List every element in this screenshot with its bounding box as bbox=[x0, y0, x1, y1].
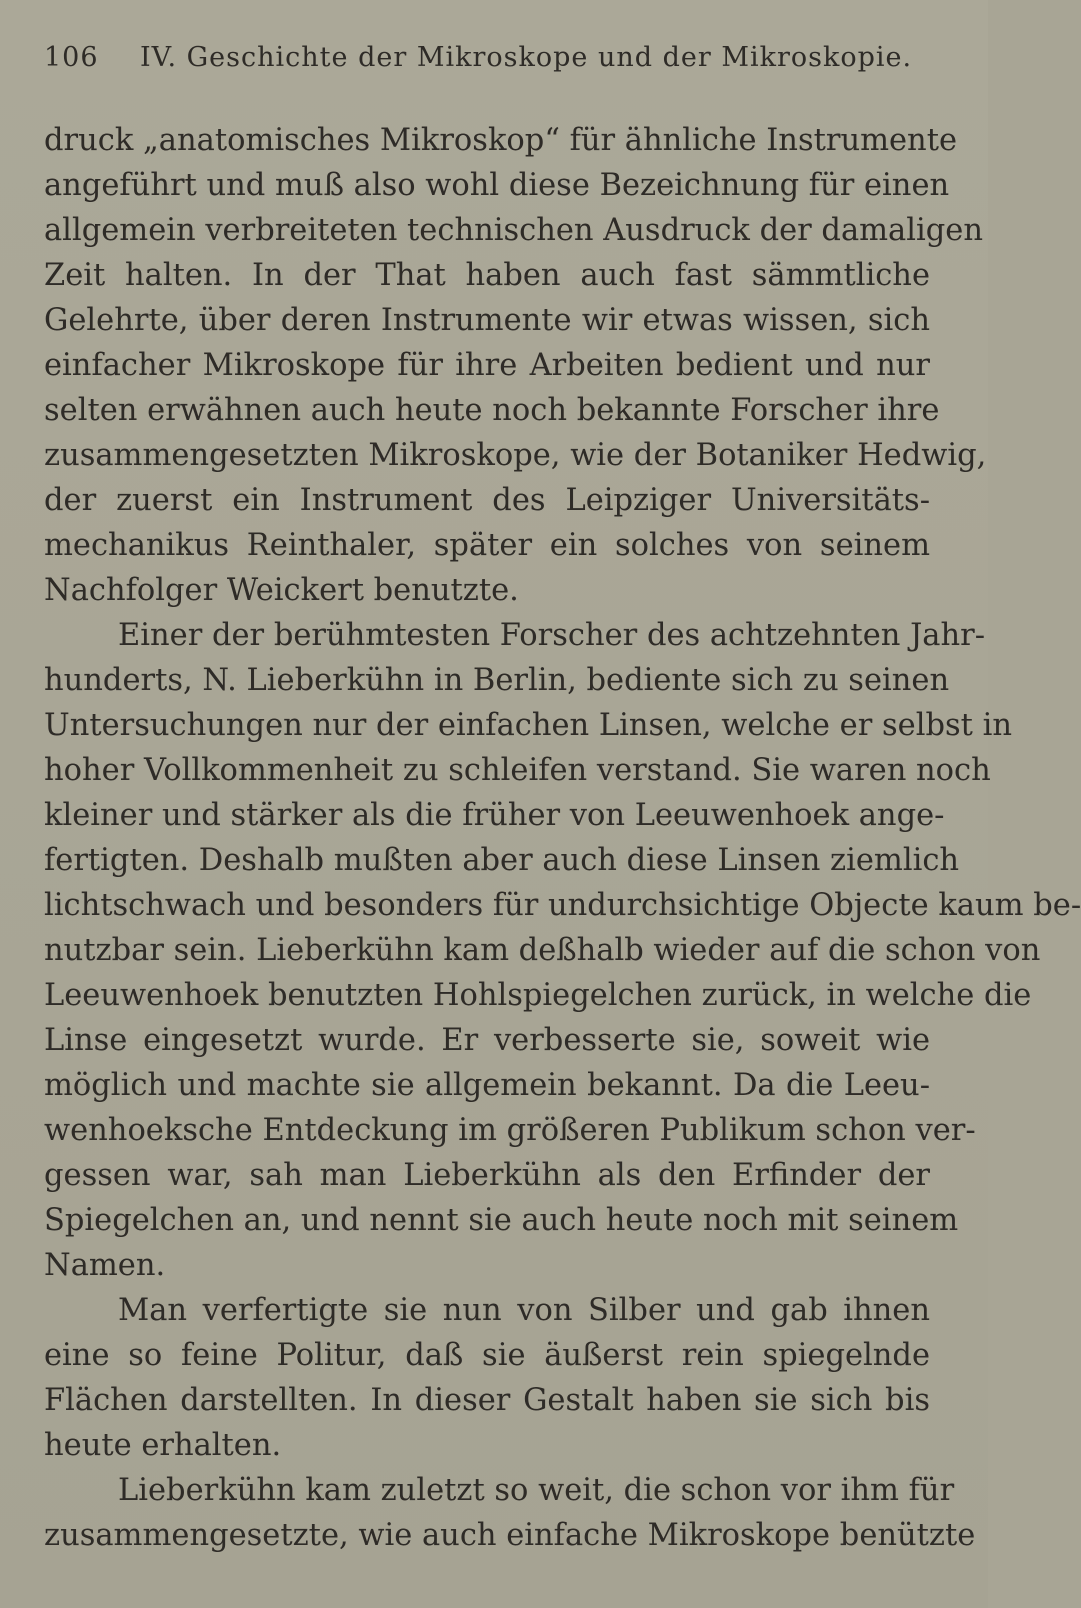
text-line: angeführt und muß also wohl diese Bezeichnung für einen bbox=[44, 168, 950, 203]
text-line: einfacher Mikroskope für ihre Arbeiten bedient und nur bbox=[44, 348, 930, 383]
page-number: 106 bbox=[44, 42, 99, 73]
text-line: druck „anatomisches Mikroskop“ für ähnliche Instrumente bbox=[44, 123, 958, 158]
text-line: Zeit halten. In der That haben auch fast sämmtliche bbox=[44, 258, 930, 293]
text-line: Flächen darstellten. In dieser Gestalt haben sie sich bis bbox=[44, 1383, 930, 1418]
text-line: allgemein verbreiteten technischen Ausdruck der damaligen bbox=[44, 213, 983, 248]
text-line: Einer der berühmtesten Forscher des achtzehnten Jahr- bbox=[118, 618, 986, 653]
text-line: selten erwähnen auch heute noch bekannte Forscher ihre bbox=[44, 393, 940, 428]
text-line: fertigten. Deshalb mußten aber auch diese Linsen ziemlich bbox=[44, 843, 960, 878]
text-line: zusammengesetzte, wie auch einfache Mikroskope benützte bbox=[44, 1518, 976, 1553]
body-text bbox=[44, 118, 1081, 1558]
text-line: gessen war, sah man Lieberkühn als den Erfinder der bbox=[44, 1158, 930, 1193]
text-line: eine so feine Politur, daß sie äußerst rein spiegelnde bbox=[44, 1338, 930, 1373]
chapter-title: IV. Geschichte der Mikroskope und der Mikroskopie. bbox=[140, 42, 913, 73]
text-line: Leeuwenhoek benutzten Hohlspiegelchen zurück, in welche die bbox=[44, 978, 1032, 1013]
text-line: Namen. bbox=[44, 1248, 166, 1283]
text-line: kleiner und stärker als die früher von Leeuwenhoek ange- bbox=[44, 798, 945, 833]
text-line: zusammengesetzten Mikroskope, wie der Botaniker Hedwig, bbox=[44, 438, 987, 473]
text-line: Linse eingesetzt wurde. Er verbesserte sie, soweit wie bbox=[44, 1023, 930, 1058]
text-line: nutzbar sein. Lieberkühn kam deßhalb wieder auf die schon von bbox=[44, 933, 1041, 968]
text-line: heute erhalten. bbox=[44, 1428, 282, 1463]
text-line: Nachfolger Weickert benutzte. bbox=[44, 573, 519, 608]
text-line: Spiegelchen an, und nennt sie auch heute noch mit seinem bbox=[44, 1203, 959, 1238]
running-head bbox=[44, 38, 924, 78]
text-line: Man verfertigte sie nun von Silber und gab ihnen bbox=[118, 1293, 930, 1328]
text-line: Gelehrte, über deren Instrumente wir etwas wissen, sich bbox=[44, 303, 930, 338]
text-line: lichtschwach und besonders für undurchsichtige Objecte kaum be- bbox=[44, 888, 1081, 923]
text-line: Lieberkühn kam zuletzt so weit, die schon vor ihm für bbox=[118, 1473, 955, 1508]
text-line: der zuerst ein Instrument des Leipziger Universitäts- bbox=[44, 483, 930, 518]
text-line: Untersuchungen nur der einfachen Linsen, welche er selbst in bbox=[44, 708, 1012, 743]
text-line: hoher Vollkommenheit zu schleifen verstand. Sie waren noch bbox=[44, 753, 991, 788]
text-line: hunderts, N. Lieberkühn in Berlin, bediente sich zu seinen bbox=[44, 663, 950, 698]
text-line: mechanikus Reinthaler, später ein solches von seinem bbox=[44, 528, 930, 563]
text-line: wenhoeksche Entdeckung im größeren Publikum schon ver- bbox=[44, 1113, 976, 1148]
text-line: möglich und machte sie allgemein bekannt. Da die Leeu- bbox=[44, 1068, 930, 1103]
